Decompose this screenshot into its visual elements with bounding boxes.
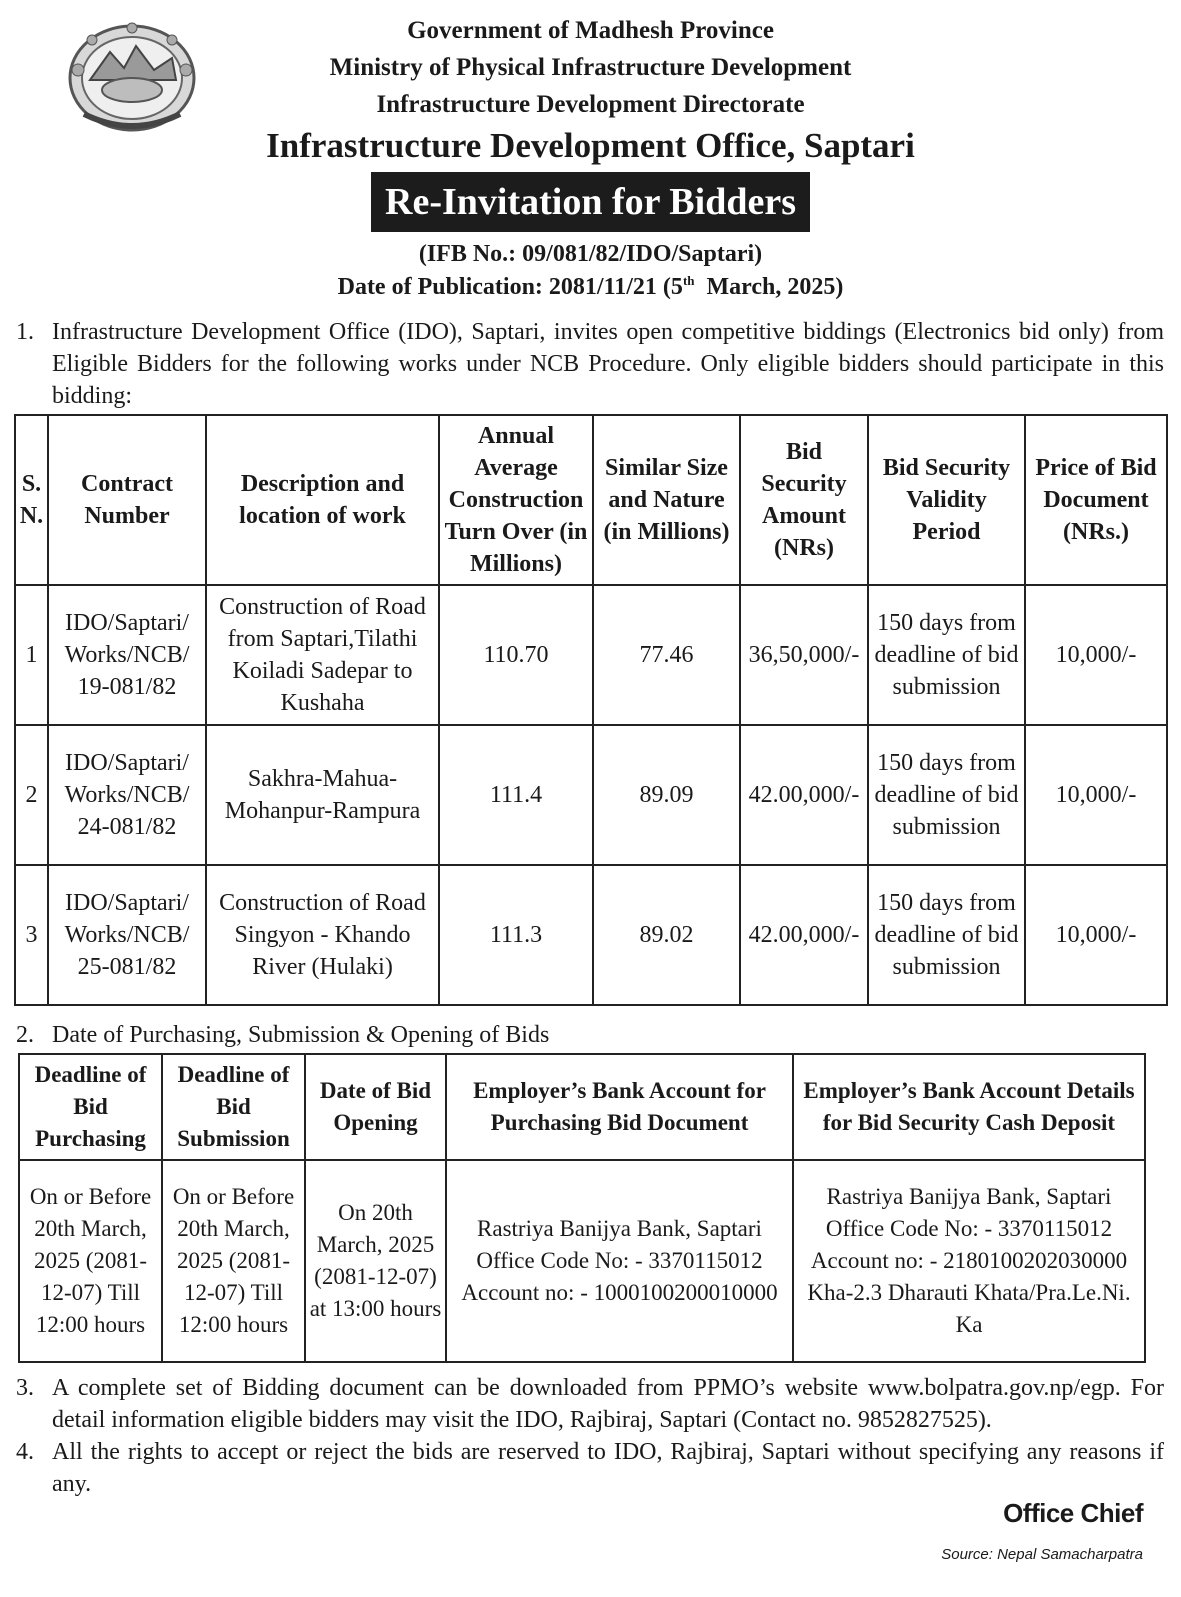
cell-bid-security-amount: 42.00,000/- <box>740 725 868 865</box>
header-purchase-bank-account: Employer’s Bank Account for Purchasing Bid Document <box>446 1054 793 1160</box>
source-credit: Source: Nepal Samacharpatra <box>941 1546 1143 1563</box>
publication-date: Date of Publication: 2081/11/21 (5th March, 2025) <box>337 273 844 300</box>
header-validity-period: Bid Security Validity Period <box>868 415 1025 585</box>
cell-document-price: 10,000/- <box>1025 585 1167 725</box>
cell-document-price: 10,000/- <box>1025 725 1167 865</box>
paragraph-4 <box>16 1436 1164 1500</box>
table-header-row <box>19 1054 1145 1160</box>
ifb-number: (IFB No.: 09/081/82/IDO/Saptari) <box>418 241 763 267</box>
paragraph-text: Date of Purchasing, Submission & Opening of Bids <box>52 1022 550 1048</box>
table-header-row <box>15 415 1167 585</box>
table-row <box>19 1160 1145 1362</box>
ministry-line: Ministry of Physical Infrastructure Development <box>329 54 852 81</box>
cell-validity-period: 150 days from deadline of bid submission <box>868 585 1025 725</box>
paragraph-number: 3. <box>16 1375 34 1401</box>
cell-sn: 3 <box>15 865 48 1005</box>
paragraph-2 <box>16 1019 1164 1051</box>
cell-description: Sakhra-Mahua-Mohanpur-Rampura <box>206 725 439 865</box>
cell-similar-size: 77.46 <box>593 585 740 725</box>
header-submission-deadline: Deadline of Bid Submission <box>162 1054 305 1160</box>
cell-contract-number: IDO/Saptari/ Works/NCB/ 19-081/82 <box>48 585 206 725</box>
paragraph-text: Infrastructure Development Office (IDO), Saptari, invites open competitive biddings (Electronics bid only) from Eligible Bidders for the following works under NCB Procedure. Only eligible bidders should participate in this bidding: <box>52 319 1164 409</box>
government-line: Government of Madhesh Province <box>407 17 774 44</box>
cell-document-price: 10,000/- <box>1025 865 1167 1005</box>
header-document-price: Price of Bid Document (NRs.) <box>1025 415 1167 585</box>
cell-submission-deadline: On or Before 20th March, 2025 (2081-12-07) Till 12:00 hours <box>162 1160 305 1362</box>
cell-similar-size: 89.09 <box>593 725 740 865</box>
header-security-bank-account: Employer’s Bank Account Details for Bid Security Cash Deposit <box>793 1054 1145 1160</box>
paragraph-text: All the rights to accept or reject the bids are reserved to IDO, Rajbiraj, Saptari without specifying any reasons if any. <box>52 1439 1164 1497</box>
cell-validity-period: 150 days from deadline of bid submission <box>868 725 1025 865</box>
cell-purchase-deadline: On or Before 20th March, 2025 (2081-12-07) Till 12:00 hours <box>19 1160 162 1362</box>
notice-banner: Re-Invitation for Bidders <box>371 172 810 232</box>
directorate-line: Infrastructure Development Directorate <box>376 91 805 118</box>
header-opening-date: Date of Bid Opening <box>305 1054 446 1160</box>
paragraph-number: 4. <box>16 1439 34 1465</box>
cell-bid-security-amount: 42.00,000/- <box>740 865 868 1005</box>
works-table <box>14 414 1168 1006</box>
cell-validity-period: 150 days from deadline of bid submission <box>868 865 1025 1005</box>
paragraph-number: 2. <box>16 1022 34 1048</box>
header-bid-security-amount: Bid Security Amount (NRs) <box>740 415 868 585</box>
dates-table <box>18 1053 1146 1363</box>
paragraph-text: A complete set of Bidding document can be downloaded from PPMO’s website www.bolpatra.gov.np/egp. For detail information eligible bidders may visit the IDO, Rajbiraj, Saptari (Contact no. 9852827525). <box>52 1375 1164 1433</box>
cell-sn: 2 <box>15 725 48 865</box>
table-row <box>15 585 1167 725</box>
header-turnover: Annual Average Construction Turn Over (in Millions) <box>439 415 593 585</box>
paragraph-3 <box>16 1372 1164 1436</box>
notice-header <box>0 12 1181 304</box>
cell-description: Construction of Road Singyon - Khando River (Hulaki) <box>206 865 439 1005</box>
signature-title: Office Chief <box>1003 1498 1143 1528</box>
cell-security-bank-account: Rastriya Banijya Bank, Saptari Office Code No: - 3370115012 Account no: - 2180100202030000 Kha-2.3 Dharauti Khata/Pra.Le.Ni. Ka <box>793 1160 1145 1362</box>
paragraph-1 <box>16 316 1164 412</box>
header-similar-size: Similar Size and Nature (in Millions) <box>593 415 740 585</box>
header-description: Description and location of work <box>206 415 439 585</box>
table-row <box>15 725 1167 865</box>
cell-similar-size: 89.02 <box>593 865 740 1005</box>
header-purchase-deadline: Deadline of Bid Purchasing <box>19 1054 162 1160</box>
cell-description: Construction of Road from Saptari,Tilathi Koiladi Sadepar to Kushaha <box>206 585 439 725</box>
table-row <box>15 865 1167 1005</box>
header-contract-number: Contract Number <box>48 415 206 585</box>
office-title: Infrastructure Development Office, Saptari <box>266 126 915 165</box>
cell-opening-date: On 20th March, 2025 (2081-12-07) at 13:00 hours <box>305 1160 446 1362</box>
cell-sn: 1 <box>15 585 48 725</box>
header-sn: S. N. <box>15 415 48 585</box>
cell-turnover: 110.70 <box>439 585 593 725</box>
cell-bid-security-amount: 36,50,000/- <box>740 585 868 725</box>
cell-purchase-bank-account: Rastriya Banijya Bank, Saptari Office Code No: - 3370115012 Account no: - 1000100200010000 <box>446 1160 793 1362</box>
cell-contract-number: IDO/Saptari/ Works/NCB/ 25-081/82 <box>48 865 206 1005</box>
cell-contract-number: IDO/Saptari/ Works/NCB/ 24-081/82 <box>48 725 206 865</box>
paragraph-number: 1. <box>16 319 34 345</box>
cell-turnover: 111.4 <box>439 725 593 865</box>
cell-turnover: 111.3 <box>439 865 593 1005</box>
